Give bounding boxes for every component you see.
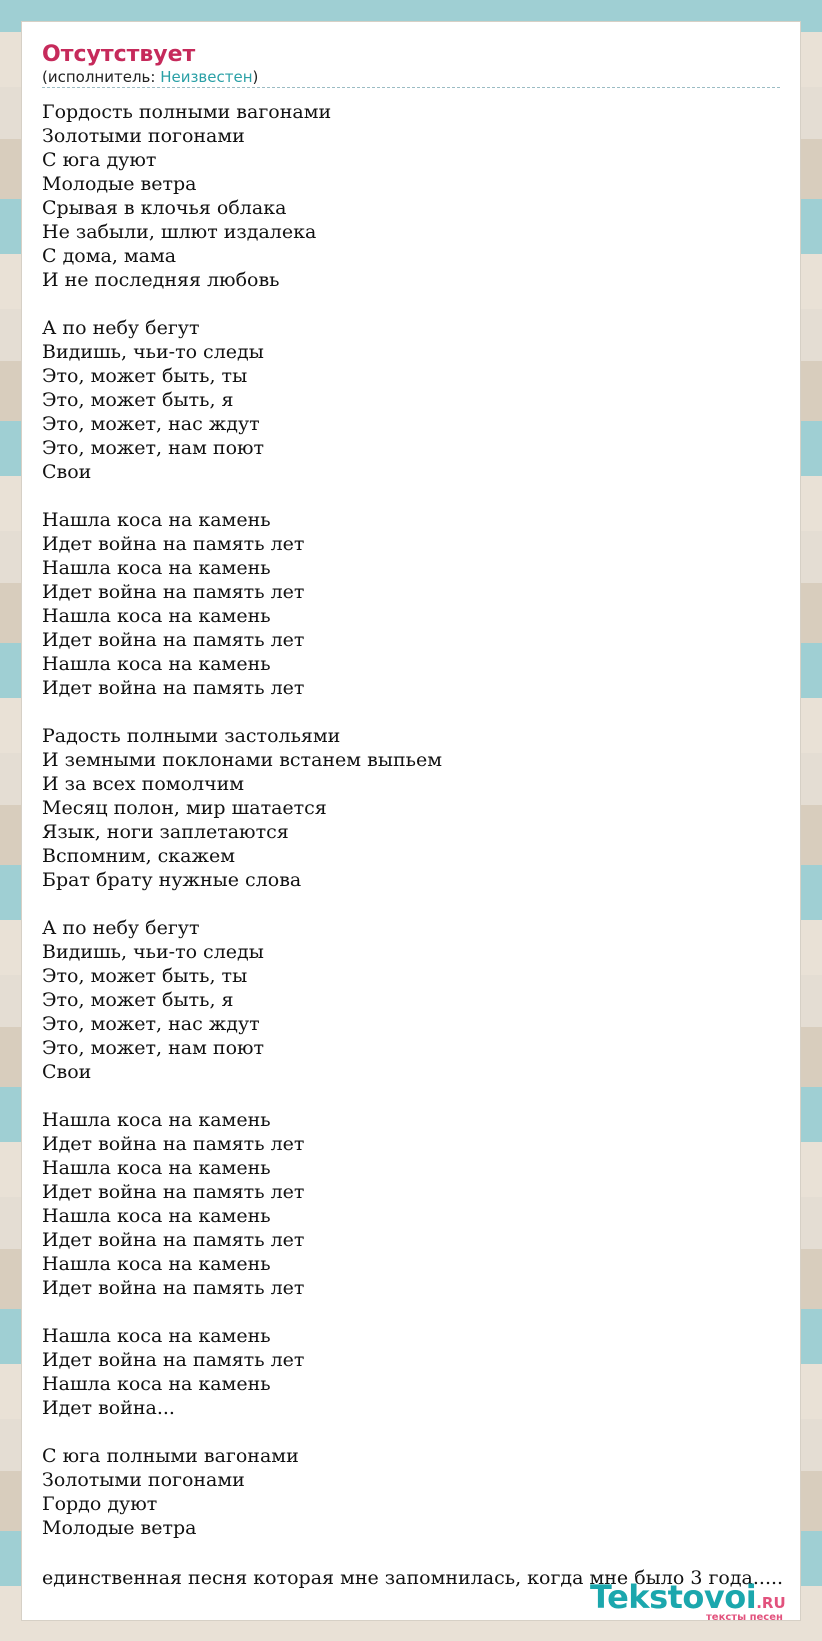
lyric-line: Нашла коса на камень: [42, 653, 271, 675]
site-logo[interactable]: [590, 1578, 801, 1621]
lyric-line: Золотыми погонами: [42, 1469, 245, 1491]
artist-suffix: ): [252, 68, 259, 86]
lyric-line: Гордость полными вагонами: [42, 101, 332, 123]
lyric-line: Идет война на память лет: [42, 533, 305, 555]
lyric-line: Нашла коса на камень: [42, 1325, 271, 1347]
lyric-line: Месяц полон, мир шатается: [42, 797, 327, 819]
lyric-line: Нашла коса на камень: [42, 509, 271, 531]
lyric-line: Это, может, нас ждут: [42, 413, 260, 435]
lyric-line: Идет война на память лет: [42, 629, 305, 651]
lyric-line: С дома, мама: [42, 245, 177, 267]
lyric-line: Видишь, чьи-то следы: [42, 941, 264, 963]
artist-link[interactable]: Неизвестен: [160, 68, 253, 86]
logo-tld: .RU: [756, 1594, 786, 1612]
lyrics-card: [21, 21, 801, 1621]
lyric-line: Молодые ветра: [42, 173, 197, 195]
stanza-break: [42, 1084, 801, 1108]
lyric-line: Это, может быть, я: [42, 989, 234, 1011]
lyric-line: С юга дуют: [42, 149, 157, 171]
lyric-line: Свои: [42, 1061, 92, 1083]
song-header: [42, 42, 780, 88]
lyric-line: Брат брату нужные слова: [42, 869, 302, 891]
song-title: Отсутствует: [42, 42, 196, 67]
stanza-break: [42, 292, 801, 316]
artist-line: [42, 68, 780, 86]
lyric-line: Не забыли, шлют издалека: [42, 221, 317, 243]
lyric-line: Нашла коса на камень: [42, 1205, 271, 1227]
lyric-line: Радость полными застольями: [42, 725, 341, 747]
lyric-line: Идет война...: [42, 1397, 175, 1419]
stanza-break: [42, 892, 801, 916]
stanza-break: [42, 700, 801, 724]
lyric-line: Это, может, нас ждут: [42, 1013, 260, 1035]
lyric-line: Идет война на память лет: [42, 1349, 305, 1371]
lyric-line: Идет война на память лет: [42, 1133, 305, 1155]
stanza-break: [42, 1420, 801, 1444]
stanza-break: [42, 484, 801, 508]
lyric-line: Вспомним, скажем: [42, 845, 236, 867]
logo-name: Tekstovoi: [590, 1578, 757, 1616]
lyric-line: Идет война на память лет: [42, 677, 305, 699]
lyric-line: Это, может быть, я: [42, 389, 234, 411]
lyric-line: Это, может, нам поют: [42, 437, 265, 459]
lyric-line: И земными поклонами встанем выпьем: [42, 749, 442, 771]
lyric-line: Нашла коса на камень: [42, 1253, 271, 1275]
lyric-line: Нашла коса на камень: [42, 1373, 271, 1395]
user-comment: единственная песня которая мне запомнилась, когда мне было 3 года.....: [42, 1567, 784, 1589]
lyric-line: С юга полными вагонами: [42, 1445, 299, 1467]
lyric-line: Молодые ветра: [42, 1517, 197, 1539]
artist-prefix: (исполнитель:: [42, 68, 161, 86]
stanza-break: [42, 1300, 801, 1324]
lyric-line: Нашла коса на камень: [42, 1109, 271, 1131]
lyric-line: Это, может быть, ты: [42, 365, 248, 387]
lyric-line: А по небу бегут: [42, 317, 200, 339]
lyric-line: Видишь, чьи-то следы: [42, 341, 264, 363]
lyric-line: Нашла коса на камень: [42, 1157, 271, 1179]
lyric-line: Идет война на память лет: [42, 581, 305, 603]
lyric-line: Это, может, нам поют: [42, 1037, 265, 1059]
lyric-line: Золотыми погонами: [42, 125, 245, 147]
lyric-line: Идет война на память лет: [42, 1277, 305, 1299]
lyric-line: Идет война на память лет: [42, 1229, 305, 1251]
lyrics-text: [42, 100, 801, 1540]
lyric-line: Срывая в клочья облака: [42, 197, 287, 219]
lyric-line: И не последняя любовь: [42, 269, 280, 291]
lyric-line: И за всех помолчим: [42, 773, 245, 795]
lyric-line: Язык, ноги заплетаются: [42, 821, 289, 843]
logo-tagline: тексты песен: [706, 1612, 783, 1621]
lyric-line: А по небу бегут: [42, 917, 200, 939]
lyric-line: Гордо дуют: [42, 1493, 158, 1515]
lyric-line: Свои: [42, 461, 92, 483]
lyric-line: Нашла коса на камень: [42, 557, 271, 579]
lyric-line: Идет война на память лет: [42, 1181, 305, 1203]
lyric-line: Это, может быть, ты: [42, 965, 248, 987]
lyric-line: Нашла коса на камень: [42, 605, 271, 627]
